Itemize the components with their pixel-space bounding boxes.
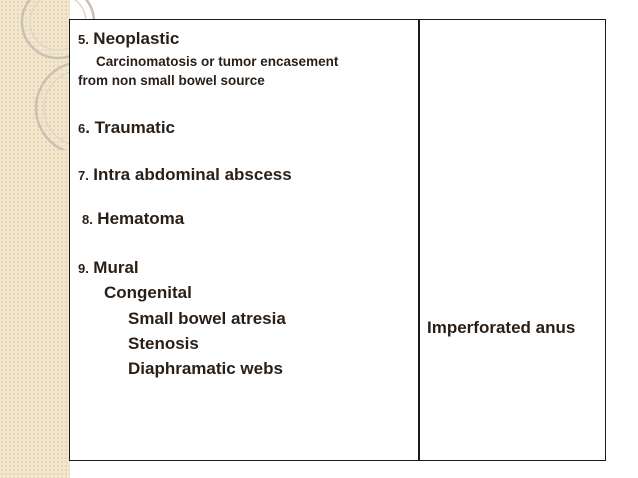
- item-title: Hematoma: [97, 209, 185, 228]
- item-number: 8.: [82, 212, 93, 227]
- item-abscess: [78, 165, 292, 185]
- left-cell: [70, 20, 416, 460]
- mural-subitem: Diaphramatic webs: [128, 359, 283, 378]
- neoplastic-detail-line1: Carcinomatosis or tumor encasement: [96, 54, 339, 69]
- item-hematoma: [82, 209, 184, 229]
- item-title: . Traumatic: [85, 118, 175, 137]
- mural-subitem: Small bowel atresia: [128, 309, 286, 328]
- right-cell-text: Imperforated anus: [427, 318, 576, 337]
- mural-subitem: Stenosis: [128, 334, 199, 353]
- item-title: Mural: [93, 258, 139, 277]
- item-mural: [78, 258, 139, 278]
- item-neoplastic: [78, 29, 179, 49]
- item-number: 5.: [78, 32, 89, 47]
- neoplastic-detail-line2: from non small bowel source: [78, 73, 265, 88]
- item-number: 7.: [78, 168, 89, 183]
- item-title: Intra abdominal abscess: [93, 165, 292, 184]
- content-table: [69, 19, 606, 461]
- item-number: 6: [78, 121, 86, 136]
- item-traumatic: [78, 118, 175, 138]
- item-number: 9.: [78, 261, 89, 276]
- item-title: Neoplastic: [93, 29, 180, 48]
- mural-sub-congenital: Congenital: [104, 283, 192, 302]
- right-cell: [420, 20, 605, 460]
